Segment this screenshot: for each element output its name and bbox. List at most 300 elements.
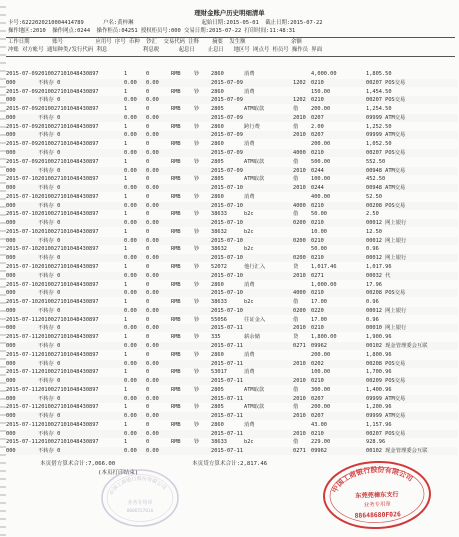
table-cell: 1 (124, 299, 128, 306)
table-cell: 552.50 (366, 158, 386, 165)
table-cell: 2010027101048430897 (38, 334, 99, 341)
table-cell: 000 (6, 97, 16, 104)
table-row (6, 70, 458, 78)
table-cell: 0 (146, 316, 150, 323)
table-cell: 0220 (311, 307, 324, 314)
table-cell: 2010027101048430897 (38, 281, 99, 288)
table-row (6, 447, 458, 455)
table-cell: 0207 (311, 413, 324, 420)
table-cell: 不转存 0 (38, 307, 61, 314)
table-cell: 贷 (293, 334, 299, 341)
left-seal-inner-text: 业务专用章 (127, 500, 153, 506)
table-cell: 2015-07-10 (6, 246, 38, 253)
table-cell: 52.50 (366, 193, 382, 200)
table-row (6, 342, 458, 350)
table-row (6, 421, 458, 429)
table-cell: 2.00 (311, 123, 324, 130)
table-cell: 0.00 (124, 132, 137, 139)
table-cell: 借 (293, 123, 299, 130)
table-row (6, 88, 458, 96)
table-cell: 43.00 (311, 421, 327, 428)
table-row (6, 245, 458, 253)
table-cell: RMB (171, 246, 181, 253)
table-cell: 00209 POS交易 (366, 378, 406, 385)
table-cell: 0 (146, 106, 150, 113)
table-cell: 2010 (293, 325, 306, 332)
table-cell: 0.00 (146, 290, 159, 297)
table-row (6, 377, 458, 385)
table-cell: 1 (124, 421, 128, 428)
table-row (6, 360, 458, 368)
table-cell: 1 (124, 228, 128, 235)
table-cell: 2010 (293, 413, 306, 420)
left-seal-stamp (100, 468, 180, 528)
table-cell: 0.00 (124, 290, 137, 297)
table-cell: 52072 (211, 264, 227, 270)
table-cell: 00012 网上银行 (366, 255, 407, 262)
table-cell: 0.00 (146, 202, 159, 209)
table-cell: 0.00 (124, 185, 137, 192)
table-cell: 100.00 (311, 176, 331, 183)
table-cell: 1 (124, 246, 128, 253)
right-seal-dept-text: 业务专用章 (363, 501, 391, 509)
svg-text:中国工商银行股份有限公司 (329, 464, 415, 495)
table-cell: 0.00 (124, 413, 137, 420)
table-cell: 0.00 (124, 307, 137, 314)
table-cell: 0210 (311, 255, 324, 262)
table-cell: RMB (171, 141, 181, 148)
table-cell: 0 (146, 281, 150, 288)
table-cell: 000 (6, 202, 16, 209)
right-seal-code: 88648680F026 (354, 510, 401, 520)
table-cell: 1,252.50 (366, 123, 392, 130)
table-row (6, 395, 458, 403)
table-cell: RMB (171, 228, 181, 235)
table-cell: 钞 (194, 158, 200, 165)
table-cell: 09999 ATM交易 (366, 132, 406, 139)
table-cell: 借 (293, 299, 299, 306)
table-cell: 2860 (211, 193, 224, 200)
table-cell: 00010 网上银行 (366, 325, 407, 332)
table-cell: 400.00 (311, 193, 331, 200)
table-cell: 2015-07-10 (6, 193, 38, 200)
table-cell: 1,800.96 (366, 351, 392, 358)
table-cell: 2805 (211, 386, 224, 393)
table-cell: 100.00 (311, 369, 331, 376)
table-cell: 2010027101048430897 (38, 228, 99, 235)
table-row (6, 140, 458, 148)
table-cell: 000 (6, 255, 16, 262)
table-cell: 2015-07-11 (6, 334, 38, 341)
account-header-line: 卡号:6222020210004414789 户名:黄梓琳 起始日期:2015-05-01 截止日期:2015-07-22 (8, 20, 323, 26)
table-cell: 0.00 (146, 378, 159, 385)
table-cell: 1202 (293, 79, 306, 86)
table-cell: 消费 (244, 281, 255, 288)
table-row (6, 438, 458, 446)
table-cell: 0.00 (146, 307, 159, 314)
table-cell: 0200 (293, 237, 306, 244)
table-cell: 2015-07-10 (211, 290, 243, 297)
table-cell: 00102 现金管理委会互联 (366, 342, 428, 349)
table-cell: 000 (6, 325, 16, 332)
table-cell: 不转存 0 (38, 132, 61, 139)
table-cell: 2010027101048430897 (38, 106, 99, 113)
table-cell: ATM取款 (244, 386, 265, 393)
table-cell: 0.00 (124, 149, 137, 156)
table-cell: 不转存 0 (38, 167, 61, 174)
table-cell: 0 (146, 369, 150, 376)
right-seal-ring-text: 中国工商银行股份有限公司 (330, 465, 415, 495)
table-cell: 借 (293, 211, 299, 218)
left-seal-ring-text: 中国工商银行股份有限公司 (108, 475, 168, 497)
table-cell: 00207 POS交易 (366, 79, 406, 86)
table-cell: 00012 网上银行 (366, 237, 407, 244)
table-cell: 他行汇入 (244, 264, 266, 270)
table-row (6, 193, 458, 201)
table-cell: 2010 (293, 378, 306, 385)
table-cell: 2015-07-11 (6, 404, 38, 411)
table-cell: 55056 (211, 316, 227, 323)
table-cell: 0.00 (146, 430, 159, 437)
table-cell: 2015-07-09 (211, 79, 243, 86)
column-header-line-2: 冲账 对方帐号 通知种类/发行代码 利息 利息税 起息日 止息日 地区号 网点号 柜员号 操作员 界面 (8, 47, 323, 53)
table-cell: 2010 (293, 360, 306, 367)
table-cell: 消费 (244, 193, 255, 200)
table-cell: 0.00 (146, 413, 159, 420)
table-cell: 0.00 (124, 167, 137, 174)
table-cell: 钞 (194, 246, 200, 253)
table-cell: 38632 (211, 228, 227, 235)
table-cell: 1,052.50 (366, 141, 392, 148)
table-cell: 00207 POS交易 (366, 430, 406, 437)
table-cell: RMB (171, 211, 181, 218)
table-row (6, 210, 458, 218)
table-cell: 2010027101048430897 (38, 299, 99, 306)
table-cell: 钞 (194, 71, 200, 77)
table-cell: 2010 (293, 185, 306, 192)
table-cell: 2015-07-11 (211, 413, 243, 420)
table-cell: 0.00 (124, 220, 137, 227)
table-cell: 2015-07-11 (6, 316, 38, 323)
table-cell: 钞 (194, 141, 200, 148)
table-cell: 000 (6, 395, 16, 402)
table-cell: 2015-07-11 (211, 448, 243, 455)
table-cell: 0.00 (146, 79, 159, 86)
table-cell: 17.00 (311, 299, 327, 306)
table-cell: ATM取款 (244, 176, 265, 183)
table-cell: 335 (211, 334, 221, 341)
table-cell: 2015-07-10 (6, 281, 38, 288)
table-cell: 0 (146, 211, 150, 218)
table-cell: RMB (171, 386, 181, 393)
table-row (6, 263, 458, 271)
table-cell: 2015-07-11 (6, 386, 38, 393)
table-cell: 不转存 0 (38, 360, 61, 367)
table-cell: 1 (124, 386, 128, 393)
table-cell: 0 (146, 351, 150, 358)
table-cell: 00948 ATM交易 (366, 167, 406, 174)
table-cell: 17.96 (366, 281, 382, 288)
table-row (6, 219, 458, 227)
table-cell: 1202 (293, 97, 306, 104)
table-cell: 2.50 (366, 211, 379, 218)
table-cell: 2015-07-10 (6, 228, 38, 235)
table-cell: 0210 (311, 325, 324, 332)
table-cell: 000 (6, 290, 16, 297)
table-cell: 000 (6, 167, 16, 174)
table-cell: 0.00 (124, 114, 137, 121)
table-cell: RMB (171, 316, 181, 323)
table-cell: 0.00 (146, 220, 159, 227)
table-cell: 1 (124, 351, 128, 358)
table-cell: 2015-07-09 (211, 97, 243, 104)
table-cell: 1 (124, 281, 128, 288)
table-cell: 0.00 (124, 255, 137, 262)
table-row (6, 412, 458, 420)
table-cell: 0 (146, 193, 150, 200)
table-cell: 0.00 (124, 342, 137, 349)
table-cell: 1,017.46 (311, 264, 337, 270)
table-cell: 跨行费 (244, 123, 260, 130)
table-cell: b2c (244, 211, 254, 218)
table-cell: 0.00 (124, 97, 137, 104)
table-cell: 2010027101048430897 (38, 246, 99, 253)
table-cell: 00207 POS交易 (366, 97, 406, 104)
table-cell: 2010 (293, 430, 306, 437)
table-cell: 1,900.96 (366, 334, 392, 341)
table-cell: 0210 (311, 97, 324, 104)
table-cell: 借 (293, 386, 299, 393)
table-cell: 钞 (194, 176, 200, 183)
table-cell: 12.50 (366, 228, 382, 235)
table-cell: 4000 (293, 202, 306, 209)
left-seal-code: 8006557016 (126, 509, 154, 514)
table-cell: 不转存 0 (38, 325, 61, 332)
table-cell: 2010027101048430897 (38, 369, 99, 376)
left-seal-icon (100, 468, 180, 528)
table-cell: 150.00 (311, 88, 331, 95)
table-cell: 17.00 (311, 316, 327, 323)
table-cell: 0 (146, 246, 150, 253)
table-cell: RMB (171, 176, 181, 183)
table-cell: RMB (171, 439, 181, 446)
table-cell: 2010027101048430897 (38, 421, 99, 428)
table-cell: 1 (124, 106, 128, 113)
table-cell: 2805 (211, 176, 224, 183)
table-cell: 38633 (211, 211, 227, 218)
table-cell: 钞 (194, 439, 200, 446)
table-cell: 0 (146, 439, 150, 446)
table-cell: 2015-07-10 (6, 299, 38, 306)
table-cell: 0.00 (146, 448, 159, 455)
table-cell: 借 (293, 176, 299, 183)
table-cell: 0.00 (146, 325, 159, 332)
table-cell: 0244 (311, 167, 324, 174)
table-cell: 00208 POS交易 (366, 290, 406, 297)
table-cell: 2015-07-10 (211, 255, 243, 262)
table-cell: 38632 (211, 246, 227, 253)
table-cell: 2010 (293, 272, 306, 279)
table-cell: 0.00 (146, 237, 159, 244)
table-cell: 不转存 0 (38, 395, 61, 402)
table-cell: 000 (6, 220, 16, 227)
table-cell: ATM取款 (244, 404, 265, 411)
table-cell: 2015-07-11 (211, 378, 243, 385)
table-cell: RMB (171, 351, 181, 358)
print-end-note: (本页打印结束) (98, 470, 139, 476)
transaction-table (6, 70, 458, 456)
table-cell: 000 (6, 413, 16, 420)
right-seal-branch-text: 东莞莞樟东支行 (355, 491, 399, 500)
table-cell: 0.00 (124, 395, 137, 402)
table-cell: 00948 ATM交易 (366, 185, 406, 192)
table-row (6, 316, 458, 324)
table-cell: 00012 网上银行 (366, 220, 407, 227)
table-cell: 钞 (194, 421, 200, 428)
table-cell: 0.96 (366, 299, 379, 306)
right-seal-icon (321, 458, 433, 532)
table-cell: 借 (293, 316, 299, 323)
svg-text:中国工商银行股份有限公司 (108, 475, 168, 496)
table-cell: 钞 (194, 88, 200, 95)
right-seal-stamp (321, 458, 433, 532)
table-cell: 消费 (244, 71, 255, 77)
table-cell: 不转存 0 (38, 290, 61, 297)
table-cell: 0.00 (124, 272, 137, 279)
table-cell: 000 (6, 114, 16, 121)
table-cell: 钞 (194, 281, 200, 288)
table-cell: 1 (124, 369, 128, 376)
table-cell: 借 (293, 439, 299, 446)
table-cell: 1 (124, 158, 128, 165)
table-cell: 2015-07-09 (211, 132, 243, 139)
table-cell: 消费 (244, 141, 255, 148)
table-row (6, 307, 458, 315)
table-cell: 0210 (311, 430, 324, 437)
table-cell: 53017 (211, 369, 227, 376)
table-cell: 0.00 (146, 342, 159, 349)
table-cell: 2010 (293, 114, 306, 121)
table-cell: 000 (6, 132, 16, 139)
statement-title: 理财金账户历史明细清单 (194, 9, 265, 17)
table-cell: 借 (293, 404, 299, 411)
table-cell: 1,157.96 (366, 421, 392, 428)
table-cell: 钞 (194, 123, 200, 130)
table-row (6, 149, 458, 157)
table-cell: 1 (124, 71, 128, 77)
table-cell: 2010027101048430897 (38, 88, 99, 95)
table-row (6, 298, 458, 306)
table-cell: 0 (146, 264, 150, 270)
columns-divider (6, 56, 455, 57)
table-cell: 0271 (293, 342, 306, 349)
table-row (6, 184, 458, 192)
table-cell: 2015-07-11 (211, 360, 243, 367)
table-cell: 0 (146, 404, 150, 411)
table-row (6, 368, 458, 376)
table-cell: 10.00 (311, 228, 327, 235)
table-cell: 借 (293, 158, 299, 165)
table-cell: 0.00 (146, 395, 159, 402)
table-cell: 2015-07-10 (6, 264, 38, 270)
table-cell: 0210 (311, 378, 324, 385)
table-cell: 不转存 0 (38, 237, 61, 244)
table-cell: 钞 (194, 351, 200, 358)
table-row (6, 237, 458, 245)
table-cell: b2c (244, 228, 254, 235)
table-cell: 0 (146, 123, 150, 130)
table-cell: 不转存 0 (38, 272, 61, 279)
table-cell: 200.00 (311, 404, 331, 411)
table-cell: 钞 (194, 404, 200, 411)
table-cell: 消费 (244, 421, 255, 428)
table-cell: 1,200.96 (366, 404, 392, 411)
table-cell: 钞 (194, 299, 200, 306)
table-cell: 200.00 (311, 351, 331, 358)
table-cell: 50.00 (311, 211, 327, 218)
table-cell: 000 (6, 185, 16, 192)
table-cell: 钞 (194, 211, 200, 218)
table-cell: 1,454.50 (366, 88, 392, 95)
table-cell: 2860 (211, 421, 224, 428)
table-cell: 0207 (311, 132, 324, 139)
header-divider (6, 37, 455, 38)
table-row (6, 351, 458, 359)
table-cell: RMB (171, 123, 181, 130)
table-cell: 0.00 (146, 97, 159, 104)
table-cell: 消费 (244, 351, 255, 358)
table-cell: 09999 ATM交易 (366, 114, 406, 121)
table-cell: 4,000.00 (311, 71, 337, 77)
table-cell: 0207 (311, 395, 324, 402)
table-cell: 2010027101048430897 (38, 158, 99, 165)
table-cell: 1 (124, 264, 128, 270)
table-cell: 2015-07-10 (211, 237, 243, 244)
table-cell: b2c (244, 246, 254, 253)
table-cell: 钞 (194, 264, 200, 270)
table-cell: 2015-07-11 (211, 430, 243, 437)
table-cell: 2010 (293, 395, 306, 402)
table-cell: 2010027101048430897 (38, 351, 99, 358)
table-cell: 300.00 (311, 386, 331, 393)
table-cell: 000 (6, 448, 16, 455)
table-cell: 09962 (311, 342, 327, 349)
table-cell: 不转存 0 (38, 149, 61, 156)
table-cell: 2010027101048430897 (38, 404, 99, 411)
table-cell: ATM取款 (244, 106, 265, 113)
table-cell: 0.00 (124, 378, 137, 385)
table-cell: 0.00 (146, 272, 159, 279)
table-row (6, 272, 458, 280)
table-cell: 0 (146, 421, 150, 428)
table-cell: 2860 (211, 281, 224, 288)
table-cell: 2010027101048430897 (38, 141, 99, 148)
table-row (6, 403, 458, 411)
table-cell: b2c (244, 299, 254, 306)
table-row (6, 333, 458, 341)
table-cell: 1 (124, 316, 128, 323)
table-cell: 09999 ATM交易 (366, 413, 406, 420)
table-cell: 0210 (311, 79, 324, 86)
table-cell: 1,800.00 (311, 334, 337, 341)
table-cell: 2015-07-10 (211, 272, 243, 279)
table-cell: 0 (146, 386, 150, 393)
table-cell: 09962 (311, 448, 327, 455)
table-row (6, 105, 458, 113)
table-cell: 0.00 (124, 448, 137, 455)
table-cell: 2015-07-09 (211, 149, 243, 156)
table-cell: 2015-07-11 (211, 395, 243, 402)
